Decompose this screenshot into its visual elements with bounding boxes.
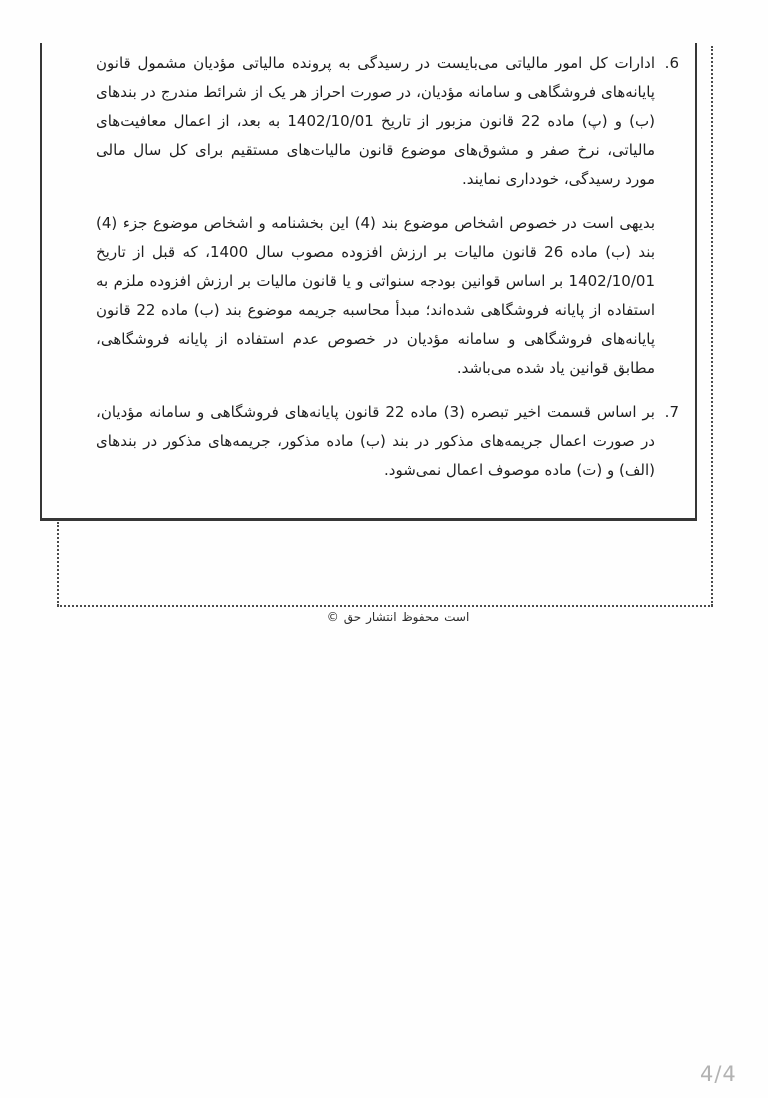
content-box bbox=[40, 43, 697, 521]
copyright-word-3: محفوظ bbox=[401, 610, 440, 624]
clause-6 bbox=[96, 49, 679, 383]
clause-7-paragraph-1: بر اساس قسمت اخیر تبصره (3) ماده 22 قانون پایانه‌های فروشگاهی و سامانه مؤدیان، در صورت اعمال جریمه‌های مذکور در بند (ب) ماده مذکور، جریمه‌های مذکور در بندهای (الف) و (ت) ماده موصوف اعمال نمی‌شود. bbox=[96, 403, 655, 479]
copyright-word-1: حق bbox=[343, 610, 362, 624]
copyright-icon: © bbox=[326, 610, 339, 624]
clause-6-paragraph-1: ادارات کل امور مالیاتی می‌بایست در رسیدگی به پرونده مالیاتی مؤدیان مشمول قانون پایانه‌های فروشگاهی و سامانه مؤدیان، در صورت احراز هر یک از شرائط مندرج در بندهای (ب) و (پ) ماده 22 قانون مزبور از تاریخ 1402/10/01 به بعد، از اعمال معافیت‌های مالیاتی، نرخ صفر و مشوق‌های موضوع قانون مالیات‌های مستقیم برای کل سال مالی مورد رسیدگی، خودداری نمایند. bbox=[96, 54, 655, 188]
dotted-border-left bbox=[57, 522, 59, 606]
page-number: 4/4 bbox=[700, 1062, 737, 1086]
clause-7-number: 7. bbox=[664, 403, 679, 421]
copyright-notice bbox=[14, 610, 768, 624]
clause-7 bbox=[96, 398, 679, 485]
copyright-word-4: است bbox=[444, 610, 470, 624]
clause-6-paragraph-2: بدیهی است در خصوص اشخاص موضوع بند (4) این بخشنامه و اشخاص موضوع جزء (4) بند (ب) ماده 26 قانون مالیات بر ارزش افزوده مصوب سال 1400، که قبل از تاریخ 1402/10/01 بر اساس قوانین بودجه سنواتی و یا قانون مالیات بر ارزش افزوده ملزم به استفاده از پایانه فروشگاهی شده‌اند؛ مبدأ محاسبه جریمه موضوع بند (ب) ماده 22 قانون پایانه‌های فروشگاهی و سامانه مؤدیان در خصوص عدم استفاده از پایانه فروشگاهی، مطابق قوانین یاد شده می‌باشد. bbox=[96, 214, 655, 377]
copyright-word-2: انتشار bbox=[366, 610, 397, 624]
dotted-border-bottom bbox=[57, 605, 713, 607]
dotted-border-right bbox=[711, 46, 713, 606]
clause-6-number: 6. bbox=[664, 54, 679, 72]
